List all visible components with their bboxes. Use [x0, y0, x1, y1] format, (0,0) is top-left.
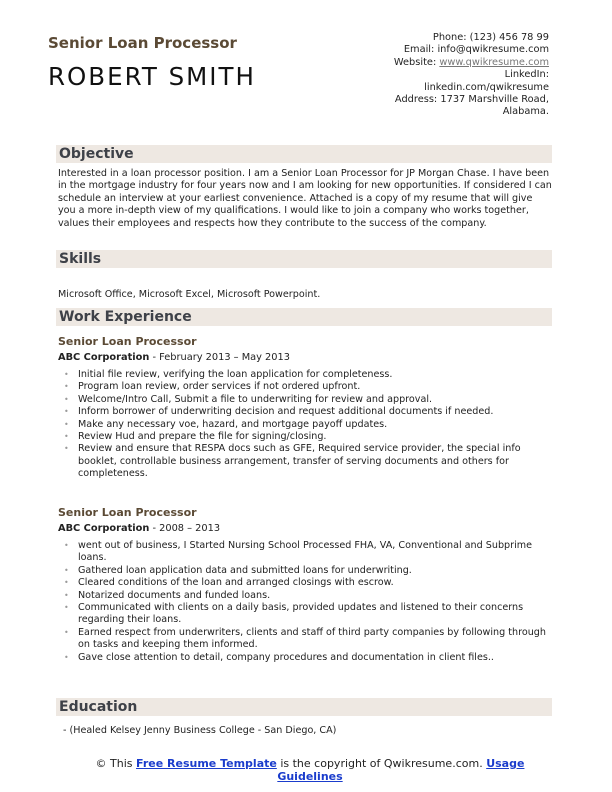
- section-heading: Objective: [59, 146, 134, 162]
- list-item: • Gave close attention to detail, company procedures and documentation in client files..: [64, 652, 554, 664]
- section-heading: Work Experience: [59, 309, 192, 325]
- website-link[interactable]: www.qwikresume.com: [439, 56, 549, 68]
- skills-text: Microsoft Office, Microsoft Excel, Microsoft Powerpoint.: [58, 289, 321, 300]
- dates: - 2008 – 2013: [149, 523, 221, 534]
- list-item: • Notarized documents and funded loans.: [64, 590, 554, 602]
- contact-info: [394, 32, 549, 119]
- address-line-2: Alabama.: [502, 106, 549, 118]
- job-bullets: [64, 540, 554, 664]
- list-item: • Cleared conditions of the loan and arranged closings with escrow.: [64, 577, 554, 589]
- list-item: • Initial file review, verifying the loan application for completeness.: [64, 369, 554, 381]
- list-item: • Welcome/Intro Call, Submit a file to underwriting for review and approval.: [64, 394, 554, 406]
- website-label: Website:: [393, 56, 440, 68]
- free-resume-template-link[interactable]: Free Resume Template: [136, 757, 277, 770]
- company: ABC Corporation: [58, 523, 150, 534]
- section-heading: Education: [59, 699, 138, 715]
- list-item: • Program loan review, order services if not ordered upfront.: [64, 381, 554, 393]
- email: Email: info@qwikresume.com: [403, 44, 549, 56]
- company: ABC Corporation: [58, 352, 150, 363]
- list-item: • Communicated with clients on a daily basis, provided updates and listened to their concerns regarding their loans.: [64, 602, 554, 627]
- website: [394, 57, 549, 69]
- job-bullets: [64, 369, 554, 481]
- job-title: Senior Loan Processor: [58, 335, 197, 348]
- list-item: • Make any necessary voe, hazard, and mortgage payoff updates.: [64, 419, 554, 431]
- list-item: • Inform borrower of underwriting decision and request additional documents if needed.: [64, 406, 554, 418]
- list-item: • Gathered loan application data and submitted loans for underwriting.: [64, 565, 554, 577]
- list-item: • Review Hud and prepare the file for signing/closing.: [64, 431, 554, 443]
- footer-middle: is the copyright of Qwikresume.com.: [276, 757, 487, 770]
- linkedin-label: LinkedIn:: [504, 69, 549, 81]
- job-company-dates: [58, 352, 290, 363]
- job-company-dates: [58, 523, 220, 534]
- skills-section-header: [56, 250, 552, 268]
- footer-prefix: © This: [95, 757, 137, 770]
- dates: - February 2013 – May 2013: [149, 352, 290, 363]
- resume-job-title: Senior Loan Processor: [48, 34, 237, 52]
- phone: Phone: (123) 456 78 99: [432, 32, 549, 43]
- linkedin: linkedin.com/qwikresume: [424, 81, 549, 93]
- candidate-name: ROBERT SMITH: [48, 62, 256, 91]
- education-text: - (Healed Kelsey Jenny Business College - San Diego, CA): [63, 725, 337, 736]
- objective-text: Interested in a loan processor position. I am a Senior Loan Processor for JP Morgan Chase. I have been in the mortgage industry for four years now and I am looking for new opportunities. If considered I can schedule an interview at your earliest convenience. Attached is a copy of my resume that will give you a more in-depth view of my qualifications. I would like to join a company who works together, values their employees and respects how they contribute to the success of the company.: [58, 168, 552, 229]
- address: Address: 1737 Marshville Road,: [394, 94, 549, 106]
- usage-guidelines-link[interactable]: Usage Guidelines: [277, 757, 525, 783]
- objective-section-header: [56, 145, 552, 163]
- list-item: • Earned respect from underwriters, clients and staff of third party companies by following through on tasks and keeping them informed.: [64, 627, 554, 652]
- list-item: • Review and ensure that RESPA docs such as GFE, Required service provider, the special info booklet, controllable business arrangement, transfer of serving documents and others for completeness.: [64, 443, 554, 480]
- section-heading: Skills: [59, 251, 102, 267]
- list-item: • went out of business, I Started Nursing School Processed FHA, VA, Conventional and Subprime loans.: [64, 540, 554, 565]
- work-experience-section-header: [56, 308, 552, 326]
- job-title: Senior Loan Processor: [58, 506, 197, 519]
- footer: [80, 757, 540, 783]
- education-section-header: [56, 698, 552, 716]
